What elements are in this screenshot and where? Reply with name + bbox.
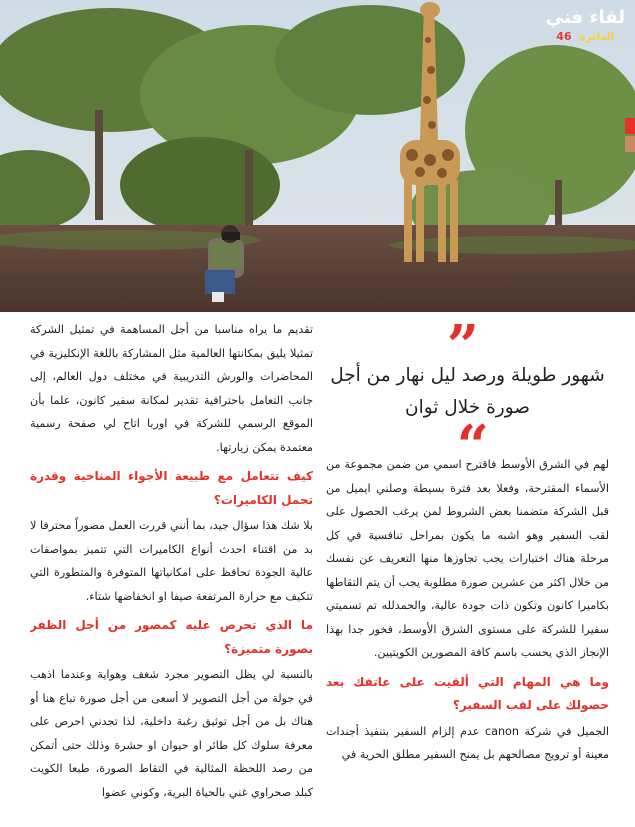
left-column [30,318,313,821]
pull-quote-text: شهور طويلة ورصد ليل نهار من أجل صورة خلال ثوان [330,365,605,418]
paragraph: لهم في الشرق الأوسط فاقترح اسمي من ضمن مجموعة من الأسماء المقترحة، وفعلا بعد فترة بسيطة وصلني ايميل من قبل الشركة متضمنا بعض الشروط لمن يرغب الحصول على لقب السفير وهو اشبه ما يكون بمراحل تنافسية في كل مرحلة هناك اختبارات يجب تجاوزها منها التعريف عن نفسك من خلال اكثر من عشرين صورة مطلوبة يجب أن يتم التقاطها بكاميرا كانون وتكون ذات جودة عالية، والحمدلله تم تسميتي سفيرا للشركة على مستوى الشرق الأوسط، فخور جدا بهذا الإنجاز الذي يحسب باسم كافة المصورين الكويتيين. [326,458,609,659]
header-badge [546,8,625,43]
quote-open-icon: ” [446,318,479,379]
paragraph: الجميل في شركة canon عدم إلزام السفير بتنفيذ أجندات معينة أو ترويج مصالحهم بل يمنح السفير مطلق الحرية في [326,724,609,761]
paragraph: بالنسبة لي يظل التصوير مجرد شغف وهواية وعندما اذهب في جولة من أجل التصوير لا أسعى من أجل صورة تباع هنا أو هناك بل من أجل توثيق رغبة داخلية، لذا تجدني احرص على معرفة سلوك كل طائر او حيوان او حشرة وذلك حتى أتمكن من رصد اللحظة المثالية في التقاط الصورة، طبعا الكويت كبلد صحراوي غني بالحياة البرية، وكوني عضوا [30,668,313,799]
right-column [326,318,609,821]
quote-close-icon: “ [456,413,489,479]
magazine-logo: الدائرة [579,30,615,43]
edge-tab-red [625,118,635,134]
page-number: 46 [556,30,572,43]
question-heading: كيف تتعامل مع طبيعة الأجواء المناخية وقدرة تحمل الكاميرات؟ [30,469,313,507]
section-title: لقاء فني [545,7,625,28]
pull-quote [326,318,609,479]
paragraph: تقديم ما يراه مناسبا من أجل المساهمة في تمثيل الشركة تمثيلا يليق بمكانتها العالمية مثل المشاركة باللغة الإنكليزية في المحاضرات والورش التدريبية في مختلف دول العالم، إلى جانب التعامل باحترافية تقدير لمكانة سفير كانون، علما بأن الموقع الرسمي للشركة في اوربا اتاح لي صفحة رسمية معتمدة يمكن زيارتها. [30,323,313,454]
question-heading: ما الذي تحرص عليه كمصور من أجل الظفر بصورة متميزة؟ [30,618,313,656]
question-heading: وما هي المهام التي ألقيت على عاتقك بعد حصولك على لقب السفير؟ [326,674,609,712]
hero-photo [0,0,635,312]
edge-tab-tan [625,136,635,152]
paragraph: بلا شك هذا سؤال جيد، بما أنني قررت العمل مصوراً محترفا لا بد من اقتناء احدث أنواع الكاميرات التي تتميز بمواصفات عالية الجودة تحافظ على امكانياتها المتوفرة والمتطورة التي تتكيف مع حرارة المرتفعة صيفا او انخفاضها شتاء. [30,519,313,603]
header-sub [546,30,625,43]
